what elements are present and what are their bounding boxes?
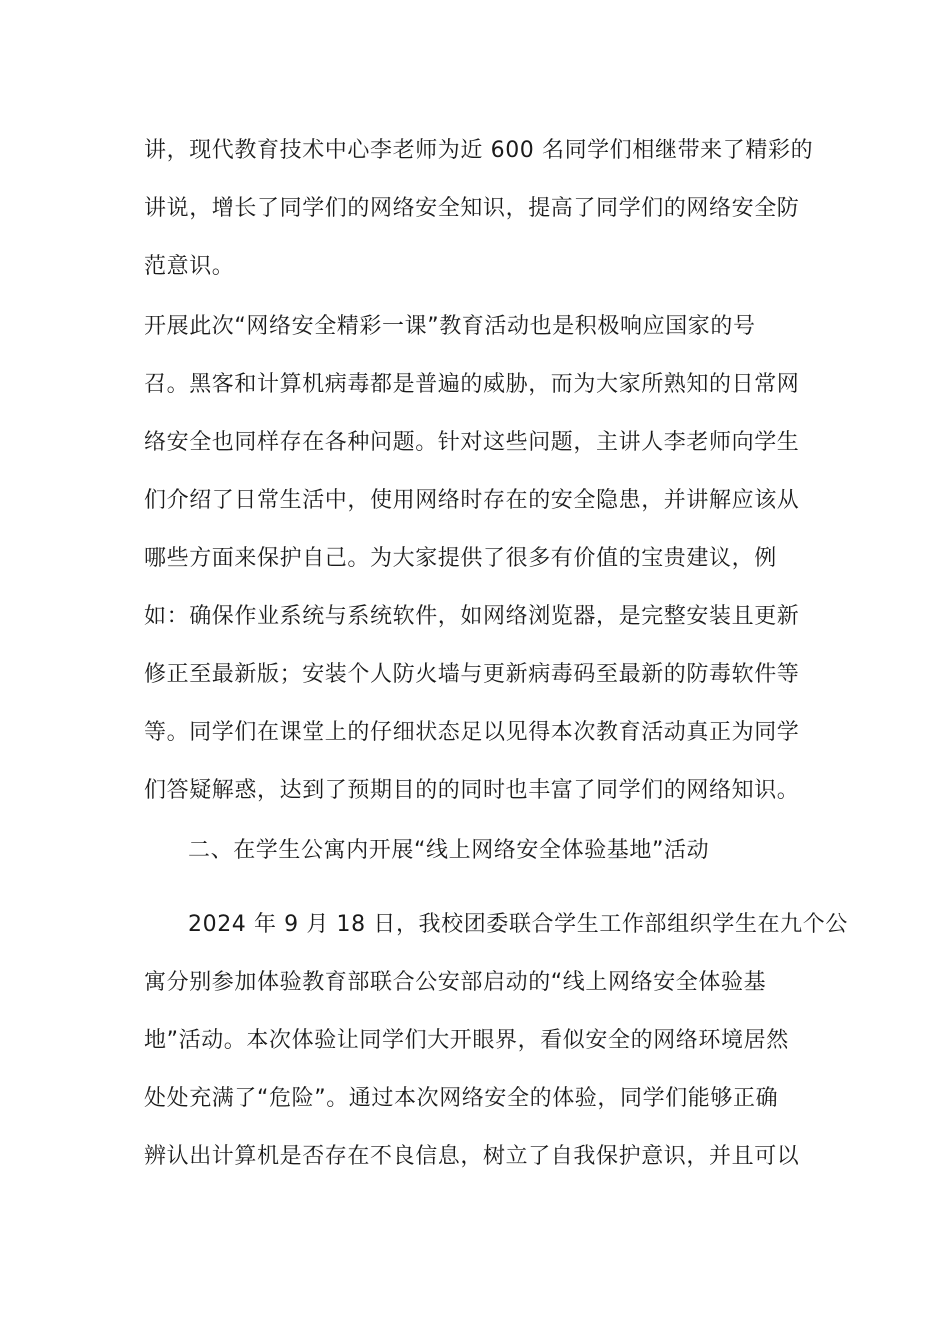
text-line: 寓分别参加体验教育部联合公安部启动的“线上网络安全体验基 — [144, 970, 767, 995]
text-line: 如：确保作业系统与系统软件，如网络浏览器，是完整安装且更新 — [144, 604, 800, 629]
section-heading: 二、在学生公寓内开展“线上网络安全体验基地”活动 — [188, 838, 710, 863]
text-line: 们介绍了日常生活中，使用网络时存在的安全隐患，并讲解应该从 — [144, 488, 800, 513]
text-line: 等。同学们在课堂上的仔细状态足以见得本次教育活动真正为同学 — [144, 720, 800, 745]
text-line: 地”活动。本次体验让同学们大开眼界，看似安全的网络环境居然 — [144, 1028, 789, 1053]
text-line: 修正至最新版；安装个人防火墙与更新病毒码至最新的防毒软件等 — [144, 662, 800, 687]
text-line: 开展此次“网络安全精彩一课”教育活动也是积极响应国家的号 — [144, 314, 756, 339]
text-line: 络安全也同样存在各种问题。针对这些问题，主讲人李老师向学生 — [144, 430, 800, 455]
text-line: 哪些方面来保护自己。为大家提供了很多有价值的宝贵建议，例 — [144, 546, 777, 571]
text-line: 讲，现代教育技术中心李老师为近 600 名同学们相继带来了精彩的 — [144, 138, 814, 163]
text-line: 辨认出计算机是否存在不良信息，树立了自我保护意识，并且可以 — [144, 1144, 800, 1169]
text-line: 处处充满了“危险”。通过本次网络安全的体验，同学们能够正确 — [144, 1086, 779, 1111]
text-line: 范意识。 — [144, 254, 235, 279]
text-line: 召。黑客和计算机病毒都是普遍的威胁，而为大家所熟知的日常网 — [144, 372, 800, 397]
text-line: 讲说，增长了同学们的网络安全知识，提高了同学们的网络安全防 — [144, 196, 800, 221]
text-line: 们答疑解惑，达到了预期目的的同时也丰富了同学们的网络知识。 — [144, 778, 800, 803]
text-line: 2024 年 9 月 18 日，我校团委联合学生工作部组织学生在九个公 — [188, 912, 848, 937]
